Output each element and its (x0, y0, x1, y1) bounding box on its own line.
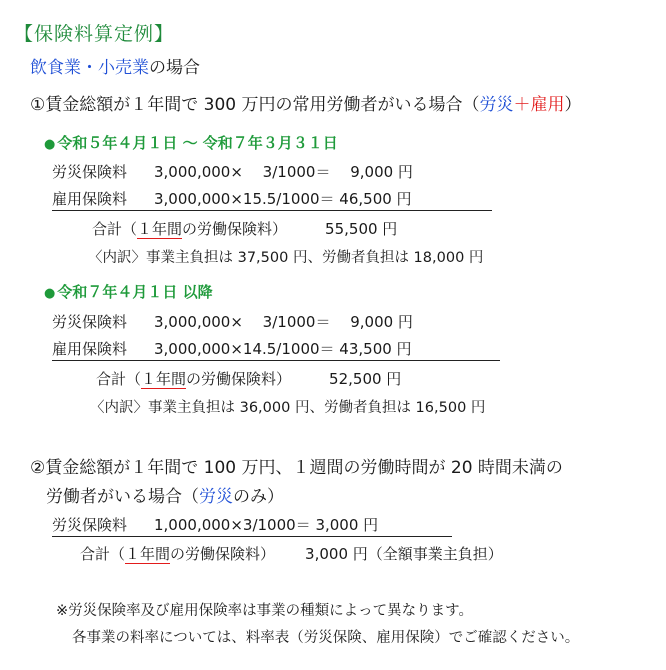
total-label-year: １年間 (141, 370, 187, 388)
bullet-icon: ● (44, 137, 56, 152)
case2-heading-suffix: のみ） (233, 487, 284, 507)
total-label: の労働保険料） (182, 220, 288, 238)
industry-name: 飲食業・小売業 (30, 58, 149, 78)
row-formula: 3,000,000× 3/1000＝ 9,000 円 (154, 313, 413, 331)
total-label: 合計（ (80, 545, 126, 563)
case1-koyou: 雇用 (530, 95, 565, 115)
row-name: 労災保険料 (52, 163, 128, 181)
period-2-breakdown: 〈内訳〉事業主負担は 36,000 円、労働者負担は 16,500 円 (90, 400, 486, 416)
case2-heading-line2 (46, 489, 284, 506)
case2-row (52, 518, 452, 537)
case1-close: ） (564, 95, 582, 115)
period-2-row-1 (52, 315, 413, 330)
row-name: 労災保険料 (52, 313, 128, 331)
note-line-1: ※労災保険率及び雇用保険率は事業の種類によって異なります。 (56, 603, 473, 619)
period-1-label (44, 136, 338, 151)
industry-suffix: の場合 (149, 58, 200, 78)
total-amount: 55,500 円 (325, 220, 398, 238)
period-2-label (44, 285, 213, 300)
row-formula: 3,000,000×14.5/1000＝ 43,500 円 (154, 340, 412, 358)
page-title: 【保険料算定例】 (14, 23, 175, 45)
row-formula: 3,000,000× 3/1000＝ 9,000 円 (154, 163, 413, 181)
row-formula: 1,000,000×3/1000＝ 3,000 円 (154, 516, 379, 534)
total-amount: 52,500 円 (329, 370, 402, 388)
case1-heading-text: ①賃金総額が１年間で 300 万円の常用労働者がいる場合（ (30, 95, 480, 115)
case2-heading-line1: ②賃金総額が１年間で 100 万円、１週間の労働時間が 20 時間未満の (30, 458, 563, 478)
period-1-row-2 (52, 192, 492, 211)
period-1-breakdown: 〈内訳〉事業主負担は 37,500 円、労働者負担は 18,000 円 (88, 250, 484, 266)
total-label-year: １年間 (137, 220, 183, 238)
row-name: 雇用保険料 (52, 190, 128, 208)
bullet-icon: ● (44, 286, 56, 301)
note-line-2: 各事業の料率については、料率表（労災保険、雇用保険）でご確認ください。 (72, 630, 580, 646)
case2-heading-text: 労働者がいる場合（ (46, 487, 199, 507)
total-amount: 3,000 円（全額事業主負担） (305, 545, 503, 563)
case2-rousai: 労災 (199, 487, 233, 507)
total-label: の労働保険料） (170, 545, 276, 563)
period-2-total (96, 372, 401, 387)
case1-heading (30, 97, 582, 114)
period-1-text: 令和５年４月１日 ～ 令和７年３月３１日 (57, 134, 338, 152)
case1-rousai: 労災 (479, 95, 514, 115)
period-2-text: 令和７年４月１日 以降 (57, 283, 213, 301)
industry-heading (30, 60, 200, 77)
period-1-row-1 (52, 165, 413, 180)
period-1-total (92, 222, 397, 237)
total-label: 合計（ (96, 370, 142, 388)
case1-plus: ＋ (513, 95, 531, 115)
row-name: 労災保険料 (52, 516, 128, 534)
case2-total (80, 547, 503, 562)
row-formula: 3,000,000×15.5/1000＝ 46,500 円 (154, 190, 412, 208)
total-label-year: １年間 (125, 545, 171, 563)
row-name: 雇用保険料 (52, 340, 128, 358)
total-label: 合計（ (92, 220, 138, 238)
total-label: の労働保険料） (186, 370, 292, 388)
period-2-row-2 (52, 342, 500, 361)
